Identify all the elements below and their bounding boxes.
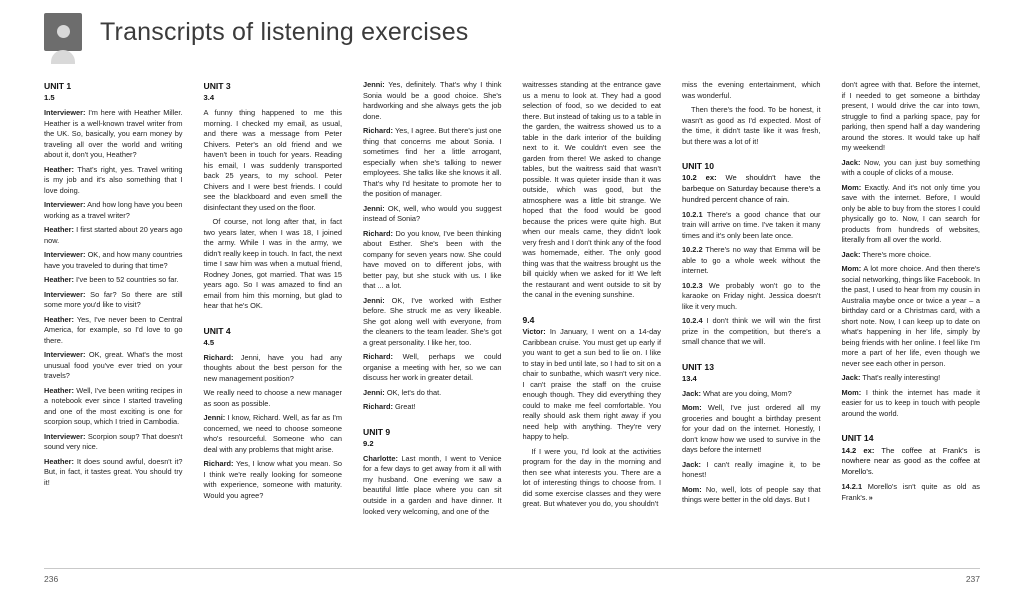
paragraph-text: Of course, not long after that, in fact two years later, when I was 18, I joined the army. While I was in the army, we didn't really keep in touch. In fact, the next time I saw him was when a mutual friend, Rodney Jones, got married. That was 15 years ago. So I was amazed to find an email from him this morning, but glad to hear that he's OK. — [203, 217, 342, 311]
speaker-label: Charlotte: — [363, 453, 398, 463]
block-spacer — [363, 417, 502, 426]
paragraph-text: Now, you can just buy something with a couple of clicks of a mouse. — [841, 157, 980, 178]
paragraph-text: That's really interesting! — [862, 373, 941, 383]
speaker-label: Richard: — [363, 352, 393, 362]
paragraph-text: Well, perhaps we could organise a meeting with her, so we can discuss her work in greater detail. — [363, 352, 502, 383]
paragraph-text: waitresses standing at the entrance gave us a menu to look at. They had a good selection of food, so we decided to eat there. But instead of taking us to a table in the garden, the waitress showed us to a table in the dark interior of the building next to it. We couldn't even see the garden from there! We asked to change tables, but the waitress said that wasn't possible. It was quieter inside than it was outside, which was good, but the atmosphere was a little bit strange. We hoped that the food would be good because the prices were quite high. But when our meals came, they didn't look very fresh and I don't think any of the food was homemade, either. The only good thing was that the waitress brought us the bill quickly when we asked for it! We left the restaurant and went outside to sit by the canal in the evening sunshine. — [522, 80, 661, 300]
transcript-paragraph — [682, 245, 821, 277]
speaker-label: Jenni: — [363, 387, 385, 397]
transcript-paragraph — [842, 388, 981, 420]
speaker-label: 14.2.1 — [841, 482, 863, 492]
paragraph-text: I know, Richard. Well, as far as I'm concerned, we need to choose someone who's resourceful. Someone who can deal with any problems that might arise. — [203, 413, 342, 454]
transcript-paragraph — [44, 432, 183, 453]
block-spacer — [204, 316, 343, 325]
transcript-column — [363, 80, 502, 550]
speaker-label: Interviewer: — [44, 350, 86, 360]
paragraph-text: There's more choice. — [862, 249, 932, 259]
transcript-column — [842, 80, 981, 550]
paragraph-text: It does sound awful, doesn't it? But, in fact, it tastes great. You should try it! — [44, 456, 183, 487]
unit-heading: UNIT 4 — [203, 325, 231, 336]
footer-divider — [44, 568, 980, 569]
speaker-label: Heather: — [44, 385, 74, 395]
paragraph-text: OK, let's do that. — [386, 387, 442, 397]
unit-heading: UNIT 10 — [682, 161, 714, 172]
transcript-paragraph — [204, 459, 343, 501]
exercise-heading — [204, 338, 343, 349]
transcript-columns — [44, 80, 980, 550]
speaker-label: Heather: — [44, 164, 74, 174]
exercise-number: 14.2 ex: — [841, 445, 875, 455]
paragraph-text: Last month, I went to Venice for a few days to get away from it all with my husband. One evening we saw a beautiful little place where you can sit outside in a garden and have dinner. It looked very welcoming, and one of the — [363, 453, 502, 516]
exercise-heading — [842, 446, 981, 478]
paragraph-text: I first started about 20 years ago now. — [44, 225, 183, 245]
transcript-paragraph — [842, 250, 981, 261]
transcript-paragraph — [682, 389, 821, 400]
transcript-column — [44, 80, 183, 550]
transcript-paragraph — [682, 460, 821, 481]
transcript-paragraph — [44, 108, 183, 161]
speaker-label: Jenni: — [363, 203, 385, 213]
paragraph-text: In January, I went on a 14-day Caribbean cruise. You must get up early if you want to get a sun bed to lie on. I like to stay in bed until late, so I had to sit on a chair to sunbathe, which wasn't very nice. I can't praise the staff on the cruise enough though. They did everything they could to make me feel comfortable. You really should ask them right away if you need help with anything. They're very happy to help. — [522, 327, 661, 442]
exercise-number: 1.5 — [44, 93, 55, 103]
speaker-label: Richard: — [203, 352, 234, 362]
block-spacer — [682, 151, 821, 160]
paragraph-text: I'm here with Heather Miller. Heather is a well-known travel writer from the UK. So, basically, you earn money by traveling all over the world and writing about it, don't you, Heather? — [44, 107, 183, 160]
paragraph-text: don't agree with that. Before the internet, if I needed to get someone a birthday present, I would drive the car into town, struggle to find a parking space, pay for parking, then spend half a day wandering around the stores. It would take up half my weekend! — [841, 80, 980, 153]
speaker-label: Richard: — [203, 459, 234, 469]
transcript-paragraph — [842, 373, 981, 384]
unit-heading: UNIT 9 — [363, 426, 391, 437]
exercise-text: We shouldn't have the barbeque on Saturday because there's a hundred percent chance of rain. — [682, 173, 821, 204]
paragraph-text: I think the internet has made it easier for us to keep in touch with people around the world. — [841, 387, 980, 418]
speaker-label: 10.2.2 — [682, 245, 703, 255]
paragraph-text: And how long have you been working as a travel writer? — [44, 200, 183, 220]
exercise-text: The coffee at Frank's is nowhere near as good as the coffee at Morello's. — [841, 445, 980, 477]
transcript-paragraph — [682, 105, 821, 147]
transcript-paragraph — [682, 316, 821, 348]
speaker-label: Mom: — [841, 182, 862, 192]
paragraph-text: A lot more choice. And then there's social networking, things like Facebook. In the past, I used to hear from my cousin in Australia maybe once or twice a year – a birthday card or a Christmas card, with a short note. Now, I can keep up to date on what's happening in her life, simply by being friends with her online. I feel like I'm more a part of her life, even though we never see each other in person. — [841, 264, 980, 368]
transcript-paragraph — [363, 402, 502, 413]
exercise-heading — [363, 439, 502, 450]
transcript-column — [523, 80, 662, 550]
paragraph-text: Well, I've just ordered all my groceries and bought a birthday present for your dad on the internet. Honestly, I don't know how we used to survive in the days before the internet! — [682, 403, 821, 455]
transcript-paragraph — [363, 126, 502, 200]
paragraph-text: Well, I've been writing recipes in a notebook ever since I started traveling and one of the most exciting is one for scorpion soup, which I tried in Cambodia. — [44, 385, 183, 427]
speaker-label: Interviewer: — [44, 431, 86, 441]
page-title: Transcripts of listening exercises — [100, 17, 469, 46]
speaker-label: Mom: — [841, 387, 862, 397]
paragraph-text: Yes, I know what you mean. So I think we're really looking for someone with experience, someone with maturity. Would you agree? — [203, 459, 342, 500]
paragraph-text: OK, great. What's the most unusual food you've ever tried on your travels? — [44, 350, 183, 381]
exercise-heading — [682, 374, 821, 385]
transcript-paragraph — [842, 482, 981, 503]
transcript-paragraph — [842, 158, 981, 179]
paragraph-text: I can't really imagine it, to be honest! — [682, 459, 821, 480]
speaker-label: Jack: — [682, 388, 701, 398]
speaker-label: Jenni: — [363, 80, 385, 89]
paragraph-text: I've been to 52 countries so far. — [76, 275, 179, 285]
paragraph-text: Do you know, I've been thinking about Esther. She's been with the company for seven years now. She could have moved on to different jobs, with better pay, but she stuck with us. I like that ... a lot. — [363, 228, 502, 291]
continuation-arrows-icon: » — [867, 492, 872, 502]
speaker-label: Jack: — [682, 459, 701, 469]
speaker-label: 10.2.4 — [682, 316, 703, 326]
paragraph-text: That's right, yes. Travel writing is my job and it's also something that I love doing. — [44, 164, 183, 195]
paragraph-text: No, well, lots of people say that things were better in the old days. But I — [682, 484, 821, 505]
speaker-label: Richard: — [363, 402, 393, 412]
transcript-paragraph — [363, 204, 502, 225]
transcript-paragraph — [842, 80, 981, 154]
transcript-paragraph — [44, 350, 183, 382]
transcript-paragraph — [682, 403, 821, 456]
transcript-paragraph — [523, 447, 662, 510]
transcript-paragraph — [44, 275, 183, 286]
transcript-paragraph — [363, 80, 502, 122]
unit-heading: UNIT 1 — [44, 81, 72, 91]
speaker-label: Interviewer: — [44, 200, 86, 210]
transcript-paragraph — [44, 315, 183, 347]
transcript-paragraph — [682, 485, 821, 506]
speaker-label: Mom: — [841, 264, 862, 274]
paragraph-text: OK, and how many countries have you traveled to during that time? — [44, 250, 183, 270]
speaker-label: 10.2.1 — [682, 209, 703, 219]
paragraph-text: We really need to choose a new manager as soon as possible. — [203, 388, 342, 408]
paragraph-text: A funny thing happened to me this morning. I checked my email, as usual, and there was a message from Peter Chivers. Peter's an old friend and we haven't been in touch for years. Reading his email, I was suddenly transported back 25 years, to my school. Peter Chivers and I were best friends. I could see the blackboard and even smell the disinfectant they used on the floor. — [203, 107, 342, 212]
transcript-paragraph — [44, 200, 183, 221]
transcript-paragraph — [44, 250, 183, 271]
speaker-label: Heather: — [44, 456, 74, 466]
unit-heading: UNIT 13 — [682, 361, 714, 372]
speaker-label: Mom: — [682, 484, 702, 494]
person-avatar-icon — [44, 13, 82, 51]
block-spacer — [523, 305, 662, 314]
transcript-paragraph — [682, 281, 821, 313]
speaker-label: Mom: — [682, 403, 702, 413]
speaker-label: Jenni: — [363, 295, 385, 305]
paragraph-text: Then there's the food. To be honest, it wasn't as good as I'd expected. Most of the time, it didn't taste like it was fresh, but there was a lot of it! — [682, 105, 821, 146]
transcript-paragraph — [363, 352, 502, 384]
transcript-paragraph — [682, 210, 821, 242]
paragraph-text: Yes, I agree. But there's just one thing that concerns me about Sonia. I sometimes find her a little arrogant, especially when she's talking to newer employees. She talks like she knows it all. That's why I'd hesitate to promote her to the position of manager. — [363, 126, 502, 199]
page-header — [0, 0, 1024, 64]
speaker-label: Interviewer: — [44, 250, 86, 260]
paragraph-text: So far? So there are still some more you'd like to visit? — [44, 289, 183, 310]
transcript-paragraph — [842, 264, 981, 369]
unit-heading: 9.4 — [522, 314, 535, 325]
transcript-paragraph — [523, 80, 662, 301]
transcript-paragraph — [204, 388, 343, 409]
transcript-paragraph — [842, 183, 981, 246]
speaker-label: Richard: — [363, 126, 393, 136]
transcript-paragraph — [682, 80, 821, 101]
exercise-number: 13.4 — [682, 374, 697, 384]
exercise-number: 3.4 — [203, 93, 215, 103]
speaker-label: Interviewer: — [44, 289, 86, 299]
unit-heading: UNIT 14 — [841, 433, 874, 444]
transcript-column — [204, 80, 343, 550]
paragraph-text: Great! — [395, 402, 416, 412]
paragraph-text: Morello's isn't quite as old as Frank's. — [841, 482, 980, 502]
paragraph-text: We probably won't go to the karaoke on Friday night. Jessica doesn't like it very much. — [682, 280, 821, 311]
paragraph-text: There's a good chance that our train will arrive on time. I've taken it many times and it's only been late once. — [682, 209, 821, 240]
speaker-label: Heather: — [44, 275, 74, 285]
exercise-heading — [44, 93, 183, 104]
paragraph-text: Yes, I've never been to Central America, for example, so I'd love to go there. — [44, 314, 183, 345]
paragraph-text: Yes, definitely. That's why I think Sonia would be a good choice. She's hardworking and she always gets the job done. — [363, 80, 502, 121]
exercise-number: 4.5 — [203, 337, 215, 347]
transcript-paragraph — [363, 388, 502, 399]
speaker-label: Victor: — [522, 327, 546, 337]
transcript-column — [682, 80, 821, 550]
paragraph-text: miss the evening entertainment, which was wonderful. — [682, 80, 821, 100]
speaker-label: Jack: — [841, 373, 861, 383]
paragraph-text: Scorpion soup? That doesn't sound very nice. — [44, 431, 183, 452]
unit-heading: UNIT 3 — [203, 81, 231, 91]
folio-left: 236 — [44, 574, 59, 584]
exercise-heading — [204, 93, 343, 104]
transcript-paragraph — [44, 165, 183, 197]
transcript-paragraph — [363, 454, 502, 517]
paragraph-text: What are you doing, Mom? — [702, 388, 792, 398]
transcript-paragraph — [204, 413, 343, 455]
transcript-paragraph — [204, 353, 343, 385]
transcript-paragraph — [363, 296, 502, 349]
speaker-label: Richard: — [363, 228, 393, 238]
transcript-paragraph — [44, 290, 183, 311]
transcript-paragraph — [44, 457, 183, 489]
transcript-paragraph — [204, 217, 343, 312]
speaker-label: 10.2.3 — [682, 280, 703, 290]
paragraph-text: OK, well, who would you suggest instead of Sonia? — [363, 203, 502, 224]
transcript-paragraph — [44, 386, 183, 428]
exercise-number: 10.2 ex: — [682, 173, 717, 183]
speaker-label: Heather: — [44, 314, 74, 324]
paragraph-text: If I were you, I'd look at the activities program for the day in the morning and then see what interests you. There are a lot of interesting things to choose from. I did some exercise classes and they were great. But whatever you do, you shouldn't — [522, 446, 661, 509]
transcript-paragraph — [523, 327, 662, 443]
exercise-number: 9.2 — [363, 439, 374, 449]
transcript-paragraph — [204, 108, 343, 213]
paragraph-text: Exactly. And it's not only time you save with the internet. Before, I would only be able to buy from the stores I could physically go to. Now, I can search for products from hundreds of websites, literally from all over the world. — [841, 182, 980, 245]
transcript-paragraph — [44, 225, 183, 246]
speaker-label: Interviewer: — [44, 107, 86, 117]
paragraph-text: I don't think we will win the first prize in the competition, but there's a small chance that we will. — [682, 316, 821, 347]
folio-right: 237 — [965, 574, 980, 584]
speaker-label: Heather: — [44, 225, 74, 235]
speaker-label: Jack: — [841, 157, 861, 167]
block-spacer — [682, 352, 821, 361]
paragraph-text: OK, I've worked with Esther before. She struck me as very likeable. She got along well with everyone, from the cleaners to the team leader. She's got a great personality. I like her, too. — [363, 295, 502, 347]
block-spacer — [842, 423, 981, 432]
transcript-paragraph — [363, 229, 502, 292]
paragraph-text: Jenni, have you had any thoughts about the best person for the new management position? — [203, 352, 342, 383]
exercise-heading — [682, 173, 821, 205]
speaker-label: Jack: — [841, 249, 861, 259]
speaker-label: Jenni: — [203, 413, 226, 423]
paragraph-text: There's no way that Emma will be able to go a whole week without the internet. — [682, 245, 821, 276]
